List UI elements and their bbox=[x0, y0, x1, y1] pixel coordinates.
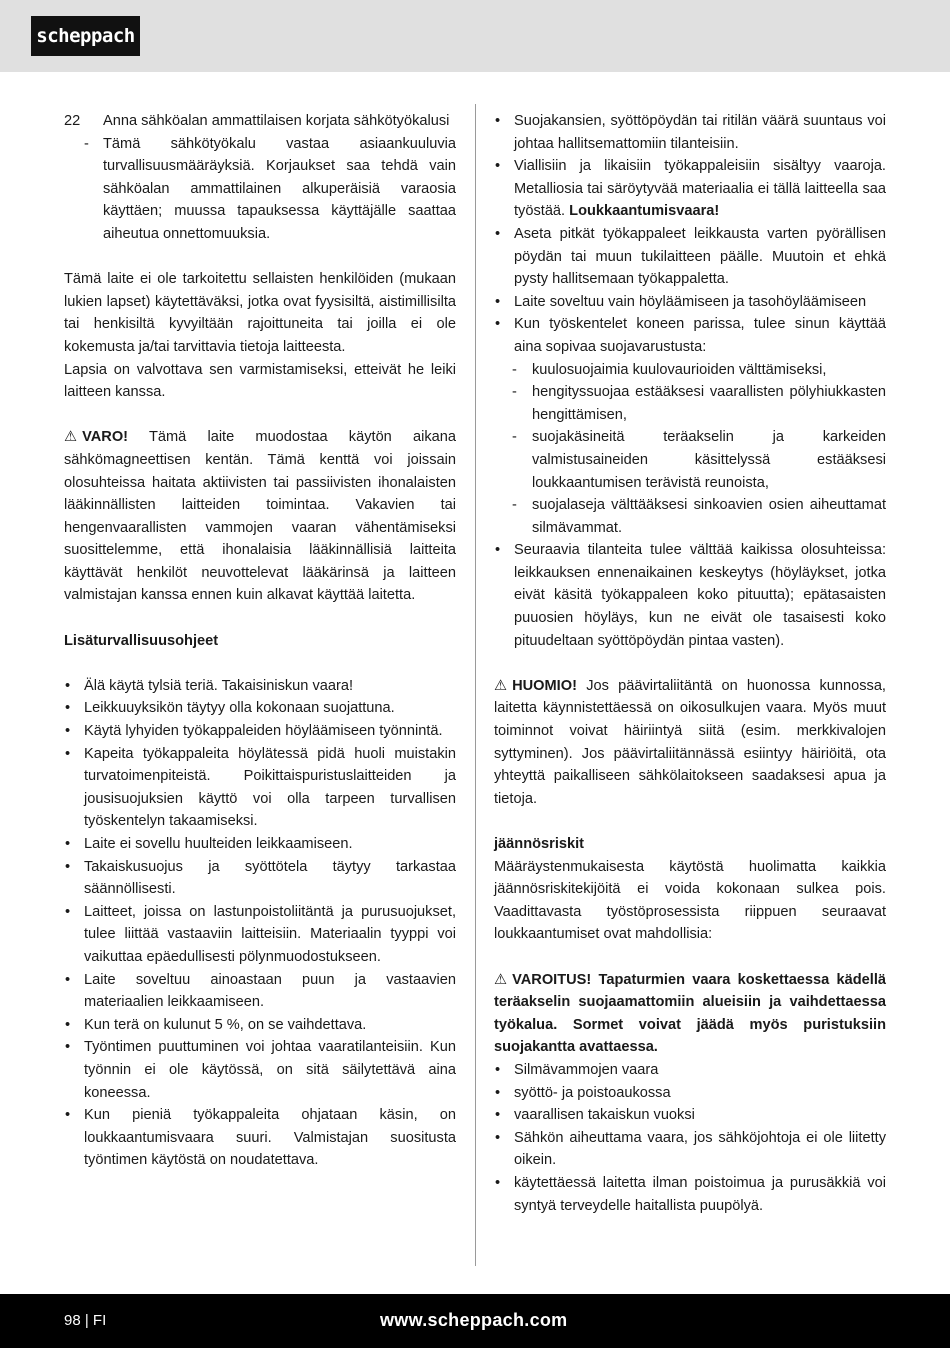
risk-bullet-list bbox=[494, 1059, 886, 1217]
list-item bbox=[494, 1172, 886, 1217]
list-item bbox=[494, 313, 886, 358]
dash-item-text: Tämä sähkötyökalu vastaa asiaankuuluvia turvallisuusmääräyksiä. Korjaukset saa tehdä vain sähköalan ammattilainen alkuperäisiä varaosia käyttäen; muussa tapauksessa käyttäjälle saattaa aiheutua onnettomuuksia. bbox=[103, 135, 456, 242]
bullet-mark: • bbox=[65, 677, 71, 694]
page-number: 98 | FI bbox=[64, 1312, 107, 1329]
list-item-text: Työntimen puuttuminen voi johtaa vaaratilanteisiin. Kun työnnin ei ole käytössä, on sitä säilytettävä aina koneessa. bbox=[84, 1039, 456, 1101]
column-divider bbox=[475, 104, 476, 1266]
list-item-text: Käytä lyhyiden työkappaleiden höyläämiseen työnnintä. bbox=[84, 723, 443, 740]
list-item bbox=[494, 1082, 886, 1105]
varo-notice bbox=[64, 426, 456, 607]
usage-restriction-paragraph: Tämä laite ei ole tarkoitettu sellaisten henkilöiden (mukaan lukien lapset) käytettäväksi, jotka ovat fyysisiltä, aistimillisilta tai henkisiltä kyvyiltään rajoittuneita tai joilla ei ole kokemusta ja/tai tarvittavia tietoja laitteesta. bbox=[64, 271, 456, 355]
list-item bbox=[64, 833, 456, 856]
bullet-mark: • bbox=[495, 158, 501, 175]
children-supervision-paragraph: Lapsia on valvottava sen varmistamiseksi, etteivät he leiki laitteen kanssa. bbox=[64, 361, 456, 401]
dash-item bbox=[64, 133, 456, 246]
list-item bbox=[494, 1059, 886, 1082]
list-item bbox=[494, 539, 886, 652]
bullet-mark: • bbox=[495, 316, 501, 333]
ppe-dash-item bbox=[494, 359, 886, 382]
list-item-text: Kapeita työkappaleita höylätessä pidä huoli muistakin turvatoimenpiteistä. Poikittaispuristuslaitteiden ja jousisuojuksien käyttö voi olla tarpeen turvallisen työskentelyn takaamiseksi. bbox=[84, 745, 456, 830]
dash-mark: - bbox=[512, 384, 517, 401]
residual-risks-heading: jäännösriskit bbox=[494, 836, 585, 852]
list-item bbox=[64, 697, 456, 720]
dash-item-text: suojakäsineitä teräakselin ja karkeiden valmistusaineiden käsittelyssä estääksesi loukkaantumisen terävistä reunoista, bbox=[532, 429, 886, 491]
list-item bbox=[64, 969, 456, 1014]
list-item-text: Viallisiin ja likaisiin työkappaleisiin sisältyy vaaroja. Metalliosia tai säröytyvää materiaalia ei tällä laitteella saa työstää. bbox=[514, 158, 886, 220]
list-item bbox=[494, 110, 886, 155]
left-column bbox=[64, 110, 456, 1172]
list-item bbox=[494, 291, 886, 314]
dash-mark: - bbox=[84, 135, 89, 152]
bullet-mark: • bbox=[65, 836, 71, 852]
bullet-mark: • bbox=[65, 700, 71, 717]
varoitus-text: VAROITUS! Tapaturmien vaara koskettaessa kädellä teräakselin suojaamattomiin alueisiin ja vaihdettaessa työkalua. Sormet voivat jäädä myös puristuksiin suojakantta avattaessa. bbox=[494, 971, 886, 1056]
list-item bbox=[64, 675, 456, 698]
list-item bbox=[64, 720, 456, 743]
website-link[interactable]: www.scheppach.com bbox=[380, 1310, 568, 1330]
varo-text: Tämä laite muodostaa käytön aikana sähkömagneettisen kentän. Tämä kenttä voi joissain olosuhteissa haitata aktiivisten tai passiivisten ihonalaisten lääkinnällisten laitteiden toimintaa. Vakavien tai hengenvaarallisten vammojen vaaran vähentämiseksi suosittelemme, että ihonalaisia lääkinnällisiä laitteita käyttävät henkilöt neuvottelevat lääkärinsä ja laitteen valmistajan kanssa ennen kuin alkavat käyttää laitetta. bbox=[64, 429, 456, 604]
bullet-mark: • bbox=[65, 1107, 71, 1124]
bullet-mark: • bbox=[495, 293, 501, 310]
ppe-dash-item bbox=[494, 494, 886, 539]
bullet-mark: • bbox=[65, 971, 71, 988]
warning-triangle-icon: ⚠ bbox=[64, 429, 78, 446]
bullet-mark: • bbox=[65, 745, 71, 762]
bullet-mark: • bbox=[65, 723, 71, 740]
list-item-text: syöttö- ja poistoaukossa bbox=[514, 1084, 671, 1101]
bullet-mark: • bbox=[495, 225, 501, 242]
bullet-mark: • bbox=[65, 858, 71, 875]
list-item-text: Aseta pitkät työkappaleet leikkausta varten pyörällisen pöydän tai muun tukilaitteen päälle. Muutoin et ehkä pysty hallitsemaan työkappaletta. bbox=[514, 225, 886, 288]
huomio-label: HUOMIO! bbox=[512, 677, 577, 694]
list-item bbox=[64, 1104, 456, 1172]
bullet-mark: • bbox=[495, 1129, 501, 1146]
ppe-dash-item bbox=[494, 381, 886, 426]
list-item-text: Silmävammojen vaara bbox=[514, 1061, 659, 1078]
varo-label: VARO! bbox=[82, 429, 129, 446]
list-item-text: Laite soveltuu ainoastaan puun ja vastaavien materiaalien leikkaamiseen. bbox=[84, 971, 456, 1011]
list-item-text: Seuraavia tilanteita tulee välttää kaikissa olosuhteissa: leikkauksen ennenaikainen keskeytys (höyläykset, jotka eivät käsitä työkappaleen koko pituutta); epätasaisten puuosien höyläys, kun ne eivät ole tasaisesti koko pituudeltaan syöttöpöydän pintaa vasten). bbox=[514, 542, 886, 649]
dash-item-text: hengityssuojaa estääksesi vaarallisten pölyhiukkasten hengittämisen, bbox=[532, 384, 886, 423]
bullet-mark: • bbox=[495, 1061, 501, 1078]
list-item bbox=[64, 856, 456, 901]
bullet-mark: • bbox=[65, 1016, 71, 1033]
list-item bbox=[494, 1104, 886, 1127]
list-item-text: Kun työskentelet koneen parissa, tulee sinun käyttää aina sopivaa suojavarustusta: bbox=[514, 316, 886, 355]
bullet-mark: • bbox=[495, 1084, 501, 1101]
huomio-notice bbox=[494, 675, 886, 811]
page-header bbox=[0, 0, 950, 72]
list-item bbox=[494, 223, 886, 291]
dash-mark: - bbox=[512, 429, 517, 446]
huomio-text: Jos päävirtaliitäntä on huonossa kunnossa, laitetta käynnistettäessä on oikosulkujen vaara. Myös muut toiminnot voivat häiriintyä siitä (esim. merkkivalojen syttyminen). Jos päävirtaliitännässä esiintyy häiriöitä, ota yhteyttä paikalliseen sähkölaitokseen saadaksesi apua ja tietoja. bbox=[494, 677, 886, 807]
list-item bbox=[64, 1014, 456, 1037]
list-item-text: Älä käytä tylsiä teriä. Takaisiniskun vaara! bbox=[84, 677, 354, 694]
list-item-text: Laite ei sovellu huulteiden leikkaamiseen. bbox=[84, 836, 353, 852]
ppe-dash-item bbox=[494, 426, 886, 494]
list-item bbox=[64, 1036, 456, 1104]
warning-triangle-icon: ⚠ bbox=[494, 971, 508, 988]
list-item-text: käytettäessä laitetta ilman poistoimua ja purusäkkiä voi syntyä terveydelle haitallista puupölyä. bbox=[514, 1174, 886, 1214]
list-item-text: Takaiskusuojus ja syöttötela täytyy tarkastaa säännöllisesti. bbox=[84, 858, 456, 898]
list-item-text: Kun terä on kulunut 5 %, on se vaihdettava. bbox=[84, 1016, 367, 1033]
right-column bbox=[494, 110, 886, 1217]
item-22-text: Anna sähköalan ammattilaisen korjata sähkötyökalusi bbox=[103, 113, 450, 129]
list-item-text: Kun pieniä työkappaleita ohjataan käsin, on loukkaantumisvaara suuri. Valmistajan suositusta työntimen käytöstä on noudatettava. bbox=[84, 1107, 456, 1169]
dash-item-text: kuulosuojaimia kuulovaurioiden välttämiseksi, bbox=[532, 361, 827, 378]
safety-bullet-list bbox=[64, 675, 456, 1172]
list-item bbox=[494, 155, 886, 223]
list-item-text: Leikkuuyksikön täytyy olla kokonaan suojattuna. bbox=[84, 700, 395, 717]
list-item bbox=[64, 743, 456, 833]
list-item-text: Laite soveltuu vain höyläämiseen ja tasohöyläämiseen bbox=[514, 293, 867, 310]
list-item-text: Laitteet, joissa on lastunpoistoliitäntä ja purusuojukset, tulee liittää vastaaviin laitteisiin. Materiaalin tyyppi voi vaikuttaa epäedullisesti pölynmuodostukseen. bbox=[84, 903, 456, 965]
bullet-mark: • bbox=[65, 1039, 71, 1056]
bullet-mark: • bbox=[495, 113, 501, 129]
injury-risk-label: Loukkaantumisvaara! bbox=[569, 203, 720, 220]
list-item-text: Sähkön aiheuttama vaara, jos sähköjohtoja ei ole liitetty oikein. bbox=[514, 1129, 886, 1169]
dash-item-text: suojalaseja välttääksesi sinkoavien osien aiheuttamat silmävammat. bbox=[532, 497, 886, 536]
list-item-text: Suojakansien, syöttöpöydän tai ritilän väärä suuntaus voi johtaa hallitsemattomiin tilanteisiin. bbox=[514, 113, 886, 152]
residual-risks-paragraph: Määräystenmukaisesta käytöstä huolimatta kaikkia jäännösriskitekijöitä ei voida kokonaan sulkea pois. Vaadittavasta työstöprosessista riippuen seuraavat loukkaantumiset ovat mahdollisia: bbox=[494, 858, 886, 943]
list-item bbox=[64, 901, 456, 969]
item-number: 22 bbox=[64, 113, 81, 129]
bullet-mark: • bbox=[495, 1107, 501, 1124]
list-item bbox=[494, 1127, 886, 1172]
bullet-mark: • bbox=[495, 1174, 501, 1191]
bullet-mark: • bbox=[65, 903, 71, 920]
page-footer bbox=[0, 1294, 950, 1348]
dash-mark: - bbox=[512, 361, 517, 378]
scheppach-logo: scheppach bbox=[31, 16, 140, 56]
numbered-item-22 bbox=[64, 110, 456, 133]
warning-triangle-icon: ⚠ bbox=[494, 677, 508, 694]
section-heading: Lisäturvallisuusohjeet bbox=[64, 632, 219, 649]
bullet-mark: • bbox=[495, 542, 501, 559]
dash-mark: - bbox=[512, 497, 517, 514]
list-item-text: vaarallisen takaiskun vuoksi bbox=[514, 1107, 695, 1124]
varoitus-notice bbox=[494, 969, 886, 1059]
